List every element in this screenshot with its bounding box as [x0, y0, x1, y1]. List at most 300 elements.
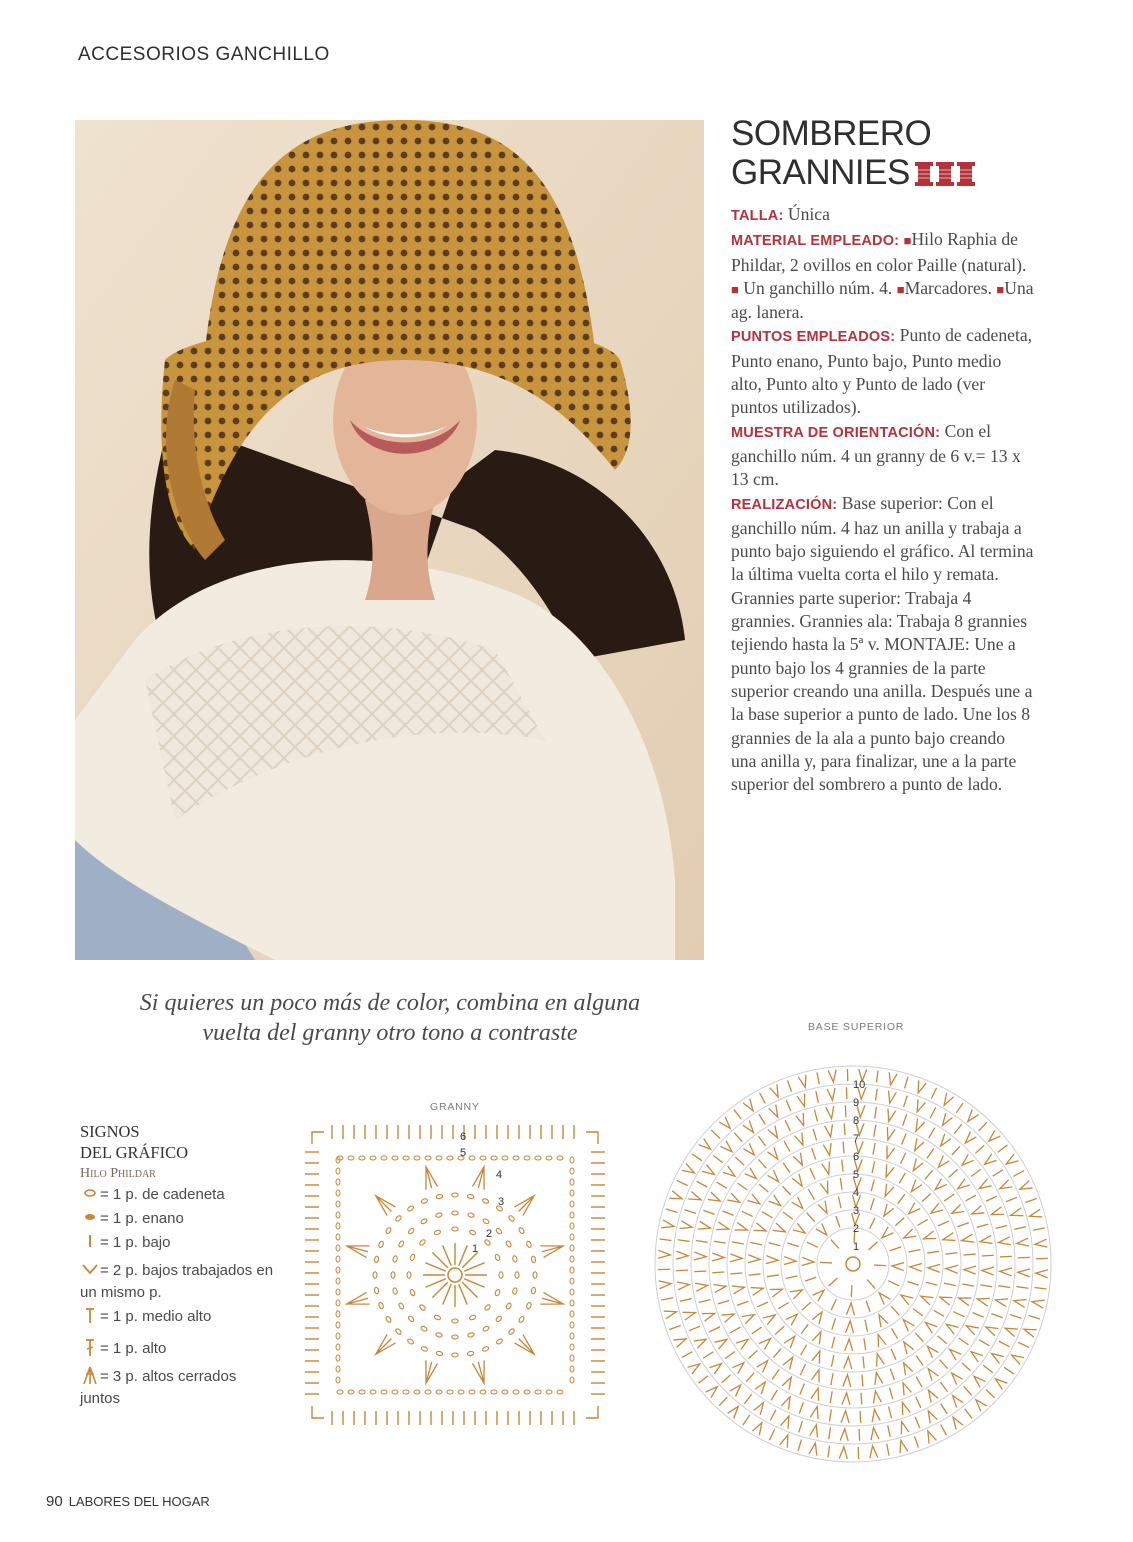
round-label: 7: [853, 1133, 860, 1145]
stitch-mark: [570, 1267, 574, 1273]
stitch-mark: [491, 1156, 497, 1160]
stitch-mark: [374, 1287, 379, 1294]
stitch-mark: [494, 1289, 500, 1296]
stitch-mark: [524, 1390, 530, 1394]
stitch-mark: [915, 1417, 920, 1428]
stitch-mark: [518, 1316, 525, 1324]
stitch-mark: [901, 1295, 913, 1305]
stitch-mark: [420, 1218, 428, 1225]
stitch-mark: [914, 1436, 918, 1447]
stitch-mark: [832, 1318, 836, 1329]
stitch-mark: [759, 1338, 771, 1349]
legend-item-text: = 1 p. medio alto: [100, 1308, 212, 1325]
stitch-mark: [1005, 1328, 1018, 1336]
stitch-mark: [730, 1273, 742, 1274]
stitch-mark: [874, 1265, 886, 1266]
stitch-mark: [467, 1351, 474, 1356]
stitch-mark: [666, 1209, 678, 1212]
stitch-mark: [467, 1212, 474, 1218]
stitch-mark: [904, 1342, 914, 1354]
stitch-mark: [709, 1327, 720, 1332]
stitch-mark: [570, 1366, 574, 1372]
stitch-mark: [993, 1170, 1003, 1176]
stitch-mark: [928, 1411, 937, 1424]
stitch-mark: [336, 1168, 340, 1174]
stitch-mark: [1000, 1268, 1012, 1276]
round-label: 4: [853, 1187, 860, 1199]
stitch-mark: [664, 1311, 677, 1319]
stitch-mark: [1035, 1239, 1047, 1247]
stitch-mark: [419, 1304, 426, 1311]
stitch-mark: [905, 1077, 908, 1089]
stitch-mark: [778, 1302, 788, 1308]
stitch-mark: [518, 1227, 525, 1235]
stitch-mark: [336, 1366, 340, 1372]
stitch-mark: [784, 1336, 795, 1348]
legend-subtitle: Hilo Phildar: [80, 1166, 156, 1181]
stitch-mark: [748, 1255, 760, 1263]
stitch-mark: [495, 1315, 502, 1322]
title-line-1: SOMBRERO: [731, 114, 932, 153]
center-ring: [448, 1268, 462, 1282]
stitch-mark: [766, 1256, 778, 1264]
stitch-mark: [669, 1325, 680, 1329]
stitch-mark: [1000, 1256, 1012, 1257]
stitch-mark: [540, 1292, 563, 1304]
stitch-mark: [800, 1383, 805, 1394]
stitch-mark: [557, 1390, 563, 1394]
stitch-mark: [459, 1245, 467, 1265]
stitch-mark: [938, 1221, 949, 1226]
stitch-mark: [680, 1299, 692, 1302]
stitch-mark: [792, 1174, 802, 1186]
stitch-mark: [685, 1210, 696, 1214]
stitch-mark: [874, 1391, 882, 1404]
stitch-mark: [843, 1141, 844, 1153]
stitch-mark: [336, 1355, 340, 1361]
stitch-mark: [385, 1316, 392, 1324]
stitch-mark: [841, 1411, 849, 1423]
stitch-mark: [570, 1157, 574, 1163]
stitch-mark: [395, 1215, 402, 1222]
stitch-mark: [743, 1415, 750, 1425]
stitch-mark: [976, 1400, 987, 1412]
stitch-mark: [414, 1156, 420, 1160]
round-label: 5: [460, 1147, 467, 1159]
stitch-mark: [958, 1178, 970, 1188]
stitch-mark: [421, 1198, 428, 1204]
stitch-mark: [802, 1257, 814, 1265]
stitch-mark: [801, 1345, 807, 1355]
stitch-mark: [904, 1229, 917, 1238]
realizacion-text: Base superior: Con el ganchillo núm. 4 haz un anilla y trabaja a punto bajo siguiendo el gráfico. Al termina la última vuelta corta el hilo y remata. Grannies parte superior: Trabaja 4 grannies. Grannies ala: Trabaja 8 grannies tejiendo hasta la 5ª v. MONTAJE: Une a punto bajo los 4 grannies de la parte superior creando una anilla. Después une a la base superior a punto de lado. Une los 8 grannies de la ala a punto bajo creando una anilla y, para finalizar, une a la parte superior del sombrero a punto de lado.: [731, 492, 1034, 795]
stitch-mark: [931, 1088, 936, 1099]
slip-stitch-icon: [80, 1206, 100, 1230]
stitch-mark: [407, 1272, 411, 1278]
round-label: 8: [853, 1115, 860, 1127]
stitch-mark: [878, 1335, 886, 1348]
stitch-mark: [508, 1328, 515, 1335]
stitch-mark: [783, 1186, 791, 1195]
stitch-mark: [792, 1197, 803, 1209]
stitch-mark: [702, 1165, 714, 1175]
stitch-mark: [809, 1443, 817, 1456]
stitch-mark: [885, 1184, 894, 1197]
stitch-mark: [491, 1390, 497, 1394]
stitch-mark: [787, 1243, 798, 1247]
stitch-mark: [482, 1346, 489, 1352]
stitch-mark: [570, 1311, 574, 1317]
stitch-mark: [888, 1109, 896, 1122]
stitch-mark: [977, 1224, 989, 1227]
stitch-mark: [998, 1286, 1010, 1288]
stitch-mark: [915, 1333, 923, 1342]
stitch-mark: [831, 1355, 833, 1367]
stitch-mark: [673, 1339, 686, 1348]
stitch-mark: [812, 1290, 824, 1301]
stitch-mark: [767, 1275, 779, 1277]
stitch-mark: [499, 1272, 503, 1278]
stitch-mark: [462, 1282, 478, 1298]
stitch-mark: [716, 1222, 729, 1230]
stitch-mark: [434, 1314, 441, 1320]
page-number: 90: [46, 1493, 63, 1510]
stitch-mark: [875, 1107, 877, 1119]
stitch-mark: [694, 1271, 706, 1272]
stitch-mark: [336, 1267, 340, 1273]
stitch-mark: [818, 1201, 827, 1214]
stitch-mark: [737, 1301, 748, 1305]
stitch-mark: [770, 1289, 783, 1297]
stitch-mark: [996, 1226, 1008, 1229]
stitch-mark: [709, 1364, 721, 1374]
stitch-mark: [831, 1299, 836, 1310]
stitch-mark: [927, 1346, 938, 1358]
stitch-mark: [944, 1194, 954, 1201]
stitch-mark: [980, 1285, 992, 1287]
stitch-mark: [890, 1247, 901, 1251]
stitch-mark: [991, 1314, 1002, 1318]
material-text: Una ag. lanera.: [731, 277, 1034, 323]
stitch-mark: [708, 1192, 721, 1201]
stitch-mark: [888, 1425, 891, 1437]
stitch-mark: [570, 1190, 574, 1196]
stitch-mark: [713, 1285, 726, 1293]
stitch-mark: [403, 1156, 409, 1160]
stitch-mark: [812, 1148, 816, 1159]
stitch-mark: [974, 1376, 986, 1387]
stitch-mark: [436, 1390, 442, 1394]
stitch-mark: [945, 1253, 957, 1254]
stitch-mark: [669, 1191, 682, 1199]
stitch-mark: [467, 1194, 474, 1199]
stitch-mark: [730, 1385, 741, 1397]
stitch-mark: [347, 1292, 370, 1304]
stitch-mark: [812, 1351, 820, 1364]
stitch-mark: [940, 1297, 953, 1305]
stitch-mark: [570, 1355, 574, 1361]
pull-quote: [100, 988, 680, 1048]
stitch-mark: [810, 1168, 815, 1179]
stitch-mark: [946, 1324, 958, 1334]
stitch-mark: [890, 1369, 894, 1380]
stitch-mark: [816, 1091, 819, 1103]
stitch-mark: [925, 1170, 933, 1179]
stitch-mark: [336, 1201, 340, 1207]
stitch-mark: [784, 1141, 790, 1151]
stitch-mark: [748, 1351, 757, 1359]
stitch-mark: [928, 1390, 938, 1402]
stitch-mark: [1016, 1287, 1028, 1289]
stitch-mark: [943, 1113, 953, 1125]
stitch-mark: [381, 1390, 387, 1394]
stitch-mark: [459, 1284, 467, 1304]
stitch-mark: [769, 1429, 774, 1440]
stitch-mark: [971, 1352, 983, 1362]
article-title: [731, 114, 976, 195]
stitch-mark: [845, 1105, 846, 1117]
stitch-mark: [845, 1339, 853, 1351]
stitch-mark: [786, 1276, 798, 1279]
stitch-mark: [337, 1390, 343, 1394]
stitch-mark: [531, 1256, 536, 1263]
stitch-mark: [759, 1114, 765, 1124]
stitch-mark: [934, 1310, 944, 1316]
stitch-mark: [347, 1246, 370, 1258]
legend-item-text: = 1 p. alto: [100, 1340, 167, 1357]
stitch-mark: [420, 1325, 428, 1332]
stitch-mark: [917, 1099, 925, 1112]
stitch-mark: [482, 1198, 489, 1204]
stitch-mark: [751, 1288, 764, 1296]
stitch-mark: [760, 1093, 766, 1104]
stitch-mark: [901, 1422, 909, 1435]
stitch-mark: [991, 1207, 1004, 1215]
stitch-mark: [452, 1319, 458, 1323]
stitch-mark: [800, 1364, 805, 1375]
stitch-mark: [722, 1314, 735, 1322]
magazine-name: LABORES DEL HOGAR: [68, 1494, 210, 1509]
stitch-mark: [1004, 1367, 1014, 1374]
stitch-mark: [769, 1105, 778, 1118]
stitch-mark: [820, 1181, 828, 1194]
round-label: 10: [853, 1079, 866, 1091]
stitch-mark: [795, 1133, 803, 1146]
stitch-mark: [711, 1130, 720, 1138]
stitch-mark: [452, 1227, 458, 1231]
stitch-mark: [830, 1391, 832, 1403]
stitch-mark: [392, 1156, 398, 1160]
stitch-mark: [844, 1123, 845, 1135]
stitch-mark: [979, 1122, 987, 1131]
stitch-mark: [570, 1278, 574, 1284]
stitch-mark: [783, 1163, 790, 1173]
stitch-mark: [862, 1375, 863, 1387]
stitch-mark: [514, 1196, 534, 1216]
stitch-mark: [676, 1251, 688, 1259]
stitch-mark: [526, 1241, 532, 1248]
stitch-mark: [902, 1402, 910, 1415]
stitch-mark: [484, 1304, 491, 1311]
round-label: 2: [486, 1228, 493, 1240]
stitch-mark: [535, 1390, 541, 1394]
stitch-mark: [515, 1272, 519, 1278]
realizacion-label: REALIZACIÓN:: [731, 496, 838, 513]
stitch-mark: [773, 1223, 786, 1232]
stitch-mark: [385, 1227, 392, 1235]
stitch-mark: [985, 1154, 997, 1164]
stitch-mark: [717, 1182, 727, 1188]
stitch-mark: [714, 1241, 726, 1243]
stitch-mark: [870, 1198, 874, 1209]
stitch-mark: [452, 1193, 458, 1197]
stitch-mark: [336, 1190, 340, 1196]
stitch-mark: [928, 1369, 938, 1381]
stitch-mark: [535, 1156, 541, 1160]
stitch-mark: [336, 1245, 340, 1251]
stitch-mark: [736, 1339, 748, 1349]
stitch-mark: [336, 1278, 340, 1284]
stitch-mark: [407, 1205, 415, 1212]
stitch-mark: [986, 1196, 997, 1201]
stitch-mark: [785, 1120, 790, 1131]
stitch-mark: [826, 1106, 834, 1118]
legend-item: [80, 1364, 280, 1410]
stitch-mark: [738, 1183, 748, 1190]
stitch-mark: [846, 1321, 854, 1333]
material-text: Un ganchillo núm. 4.: [743, 277, 893, 298]
stitch-mark: [1020, 1181, 1033, 1190]
stitch-mark: [781, 1416, 789, 1429]
stitch-mark: [940, 1382, 947, 1392]
stitch-mark: [378, 1302, 384, 1309]
stitch-mark: [722, 1375, 731, 1383]
stitch-mark: [768, 1170, 779, 1182]
stitch-mark: [409, 1254, 415, 1261]
stitch-mark: [799, 1402, 803, 1413]
center-ring: [846, 1257, 860, 1271]
stitch-mark: [514, 1334, 534, 1354]
stitch-mark: [359, 1156, 365, 1160]
stitch-mark: [403, 1390, 409, 1394]
stitch-mark: [732, 1242, 744, 1244]
stitch-mark: [407, 1227, 414, 1234]
stitch-mark: [891, 1306, 899, 1315]
stitch-mark: [810, 1425, 818, 1438]
stitch-mark: [902, 1133, 907, 1144]
stitch-mark: [805, 1277, 816, 1281]
stitch-mark: [752, 1423, 761, 1435]
stitch-mark: [759, 1184, 768, 1192]
stitch-mark: [986, 1390, 995, 1398]
stitch-mark: [820, 1262, 832, 1263]
stitch-mark: [865, 1320, 868, 1332]
legend-item: [80, 1230, 280, 1254]
stitch-mark: [793, 1223, 805, 1233]
stitch-mark: [1032, 1300, 1045, 1308]
stitch-mark: [426, 1360, 438, 1383]
stitch-mark: [348, 1156, 354, 1160]
stitch-mark: [467, 1332, 474, 1338]
stitch-mark: [1030, 1209, 1043, 1217]
stitch-mark: [725, 1351, 735, 1358]
stitch-mark: [546, 1390, 552, 1394]
stitch-mark: [979, 1340, 989, 1346]
stitch-mark: [798, 1440, 801, 1452]
stitch-mark: [480, 1390, 486, 1394]
stitch-mark: [828, 1445, 830, 1457]
stitch-mark: [469, 1229, 476, 1235]
hero-photo: [75, 120, 704, 960]
stitch-mark: [983, 1365, 992, 1372]
stitch-mark: [904, 1363, 913, 1376]
stitch-mark: [962, 1284, 974, 1286]
stitch-mark: [999, 1341, 1010, 1347]
stitch-mark: [570, 1201, 574, 1207]
stitch-mark: [910, 1263, 922, 1271]
stitch-mark: [887, 1146, 895, 1159]
stitch-mark: [924, 1231, 937, 1239]
stitch-mark: [742, 1315, 755, 1324]
stitch-mark: [965, 1409, 972, 1419]
stitch-mark: [889, 1407, 892, 1419]
stitch-mark: [570, 1212, 574, 1218]
stitch-mark: [828, 1070, 836, 1082]
stitch-mark: [425, 1156, 431, 1160]
stitch-mark: [775, 1326, 784, 1334]
stitch-mark: [822, 1162, 830, 1175]
stitch-mark: [972, 1313, 983, 1318]
stitch-mark: [962, 1234, 975, 1242]
stitch-mark: [1011, 1208, 1024, 1216]
stitch-mark: [425, 1390, 431, 1394]
stitch-mark: [898, 1194, 905, 1204]
stitch-mark: [570, 1333, 574, 1339]
stitch-mark: [842, 1160, 843, 1172]
stitch-mark: [586, 1132, 598, 1144]
stitch-mark: [887, 1127, 895, 1140]
stitch-mark: [839, 1447, 847, 1459]
stitch-mark: [903, 1114, 907, 1125]
stitch-mark: [909, 1249, 921, 1252]
stitch-mark: [752, 1327, 762, 1334]
stitch-mark: [570, 1300, 574, 1306]
stitch-mark: [796, 1113, 804, 1126]
stitch-mark: [421, 1346, 428, 1352]
stitch-mark: [952, 1204, 965, 1213]
stitch-mark: [661, 1220, 674, 1228]
stitch-mark: [706, 1387, 718, 1398]
stitch-mark: [959, 1338, 969, 1345]
stitch-mark: [911, 1180, 922, 1192]
stitch-mark: [425, 1263, 445, 1271]
stitch-mark: [903, 1383, 911, 1396]
stitch-mark: [998, 1145, 1008, 1152]
stitch-mark: [989, 1130, 1001, 1141]
stitch-mark: [872, 1409, 880, 1421]
stitch-mark: [734, 1133, 742, 1142]
stitch-mark: [874, 1125, 876, 1137]
stitch-mark: [863, 1356, 864, 1368]
round-label: 5: [853, 1169, 860, 1181]
stitch-mark: [836, 1216, 840, 1227]
stitch-mark: [763, 1315, 775, 1325]
stitch-mark: [732, 1286, 745, 1294]
stitch-mark: [447, 1390, 453, 1394]
round-label: 6: [460, 1131, 467, 1143]
stitch-mark: [780, 1435, 788, 1448]
stitch-mark: [968, 1110, 979, 1122]
